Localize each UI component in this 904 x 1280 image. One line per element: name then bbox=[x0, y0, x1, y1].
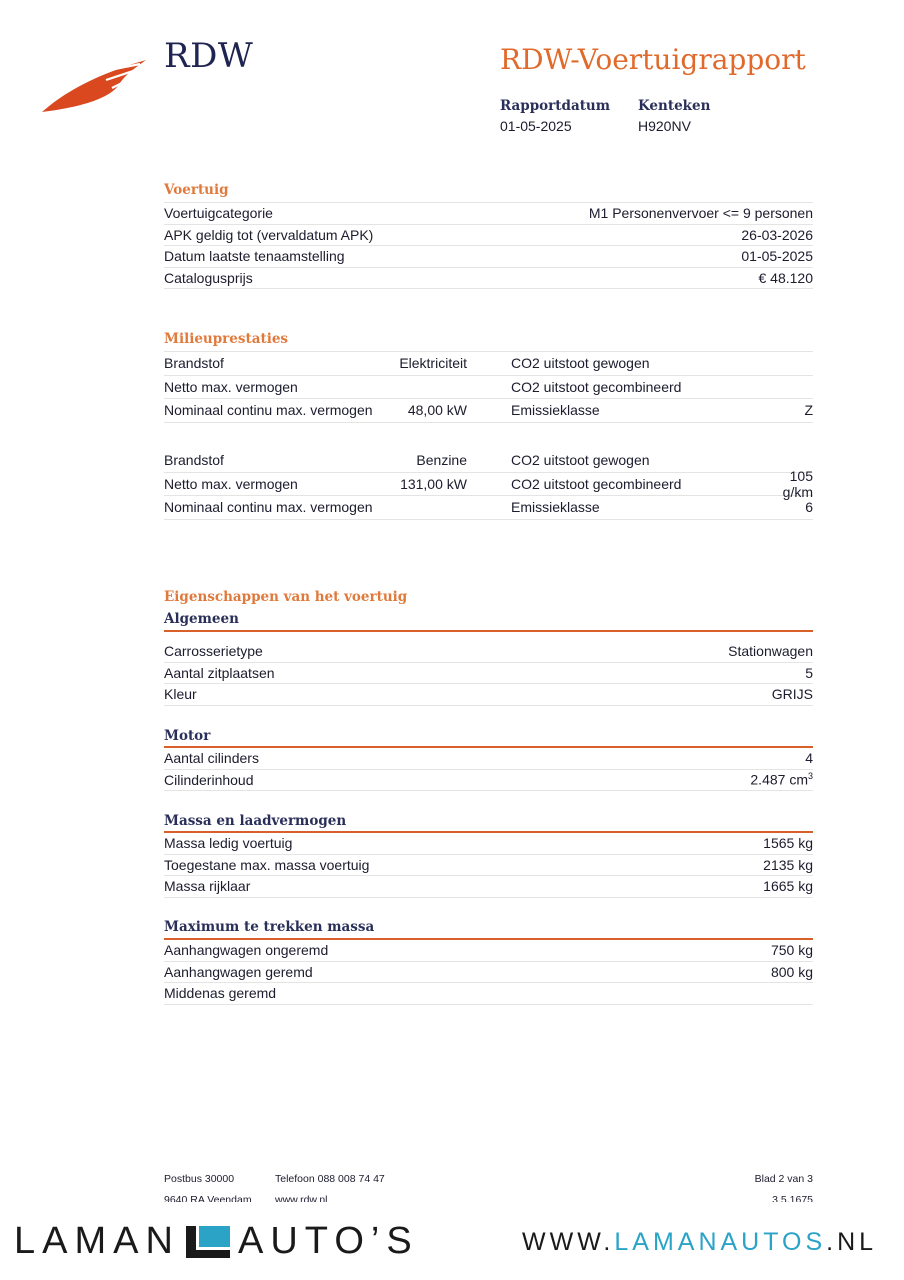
footer-cut-line bbox=[0, 1190, 904, 1202]
general-table bbox=[164, 641, 813, 706]
table-row: Brandstof Benzine CO2 uitstoot gewogen bbox=[164, 449, 813, 473]
footer-address: Postbus 30000 bbox=[164, 1173, 235, 1185]
footer-page-number: Blad 2 van 3 bbox=[754, 1173, 813, 1185]
table-row: Nominaal continu max. vermogen Emissieklasse 6 bbox=[164, 496, 813, 520]
report-date-value: 01-05-2025 bbox=[500, 118, 572, 134]
environment-table-1 bbox=[164, 351, 813, 423]
table-row: Massa rijklaar 1665 kg bbox=[164, 876, 813, 898]
table-row: Middenas geremd bbox=[164, 983, 813, 1005]
table-row: Aanhangwagen ongeremd 750 kg bbox=[164, 940, 813, 962]
divider bbox=[164, 630, 813, 632]
table-row: Toegestane max. massa voertuig 2135 kg bbox=[164, 855, 813, 877]
dealer-name-part1: LAMAN bbox=[14, 1220, 180, 1262]
table-row: Carrosserietype Stationwagen bbox=[164, 641, 813, 663]
towing-table bbox=[164, 940, 813, 1005]
vehicle-table bbox=[164, 202, 813, 289]
table-row: Cilinderinhoud 2.487 $cm^3$ bbox=[164, 770, 813, 792]
report-date-label: Rapportdatum bbox=[500, 98, 611, 114]
table-row: Netto max. vermogen CO2 uitstoot gecombineerd bbox=[164, 376, 813, 400]
table-row: Voertuigcategorie M1 Personenvervoer <= 9 personen bbox=[164, 203, 813, 225]
table-row: Aanhangwagen geremd 800 kg bbox=[164, 962, 813, 984]
mass-subtitle: Massa en laadvermogen bbox=[164, 813, 347, 829]
license-plate-label: Kenteken bbox=[638, 98, 711, 114]
table-row: Kleur GRIJS bbox=[164, 684, 813, 706]
superscript: 3 bbox=[807, 771, 813, 782]
footer-website[interactable]: www.rdw.nl bbox=[275, 1194, 328, 1202]
report-title: RDW-Voertuigrapport bbox=[500, 43, 806, 76]
table-row: Brandstof Elektriciteit CO2 uitstoot gewogen bbox=[164, 352, 813, 376]
table-row: Aantal zitplaatsen 5 bbox=[164, 663, 813, 685]
dealer-logo-icon bbox=[186, 1226, 230, 1258]
engine-subtitle: Motor bbox=[164, 728, 211, 744]
environment-table-2 bbox=[164, 449, 813, 520]
vehicle-section-title: Voertuig bbox=[164, 182, 229, 198]
table-row: Aantal cilinders 4 bbox=[164, 748, 813, 770]
rdw-logo-icon bbox=[40, 56, 150, 116]
table-row: Catalogusprijs € 48.120 bbox=[164, 268, 813, 290]
brand-name: RDW bbox=[164, 36, 254, 76]
table-row: Massa ledig voertuig 1565 kg bbox=[164, 833, 813, 855]
footer-phone: Telefoon 088 008 74 47 bbox=[275, 1173, 385, 1185]
engine-table bbox=[164, 748, 813, 791]
footer-code: 3.5.1675 bbox=[772, 1194, 813, 1202]
properties-section-title: Eigenschappen van het voertuig bbox=[164, 589, 408, 605]
dealer-name-part2: AUTO’S bbox=[238, 1220, 419, 1262]
dealer-website[interactable]: WWW.LAMANAUTOS.NL bbox=[522, 1228, 878, 1256]
table-row: Datum laatste tenaamstelling 01-05-2025 bbox=[164, 246, 813, 268]
license-plate-value: H920NV bbox=[638, 118, 691, 134]
towing-subtitle: Maximum te trekken massa bbox=[164, 919, 375, 935]
table-row: Nominaal continu max. vermogen 48,00 kW Emissieklasse Z bbox=[164, 399, 813, 423]
general-subtitle: Algemeen bbox=[164, 611, 239, 627]
dealer-banner bbox=[0, 1202, 904, 1280]
footer-postal: 9640 RA Veendam bbox=[164, 1194, 252, 1202]
table-row: Netto max. vermogen 131,00 kW CO2 uitstoot gecombineerd 105 g/km bbox=[164, 467, 813, 500]
mass-table bbox=[164, 833, 813, 898]
environment-section-title: Milieuprestaties bbox=[164, 331, 289, 347]
table-row: APK geldig tot (vervaldatum APK) 26-03-2026 bbox=[164, 225, 813, 247]
